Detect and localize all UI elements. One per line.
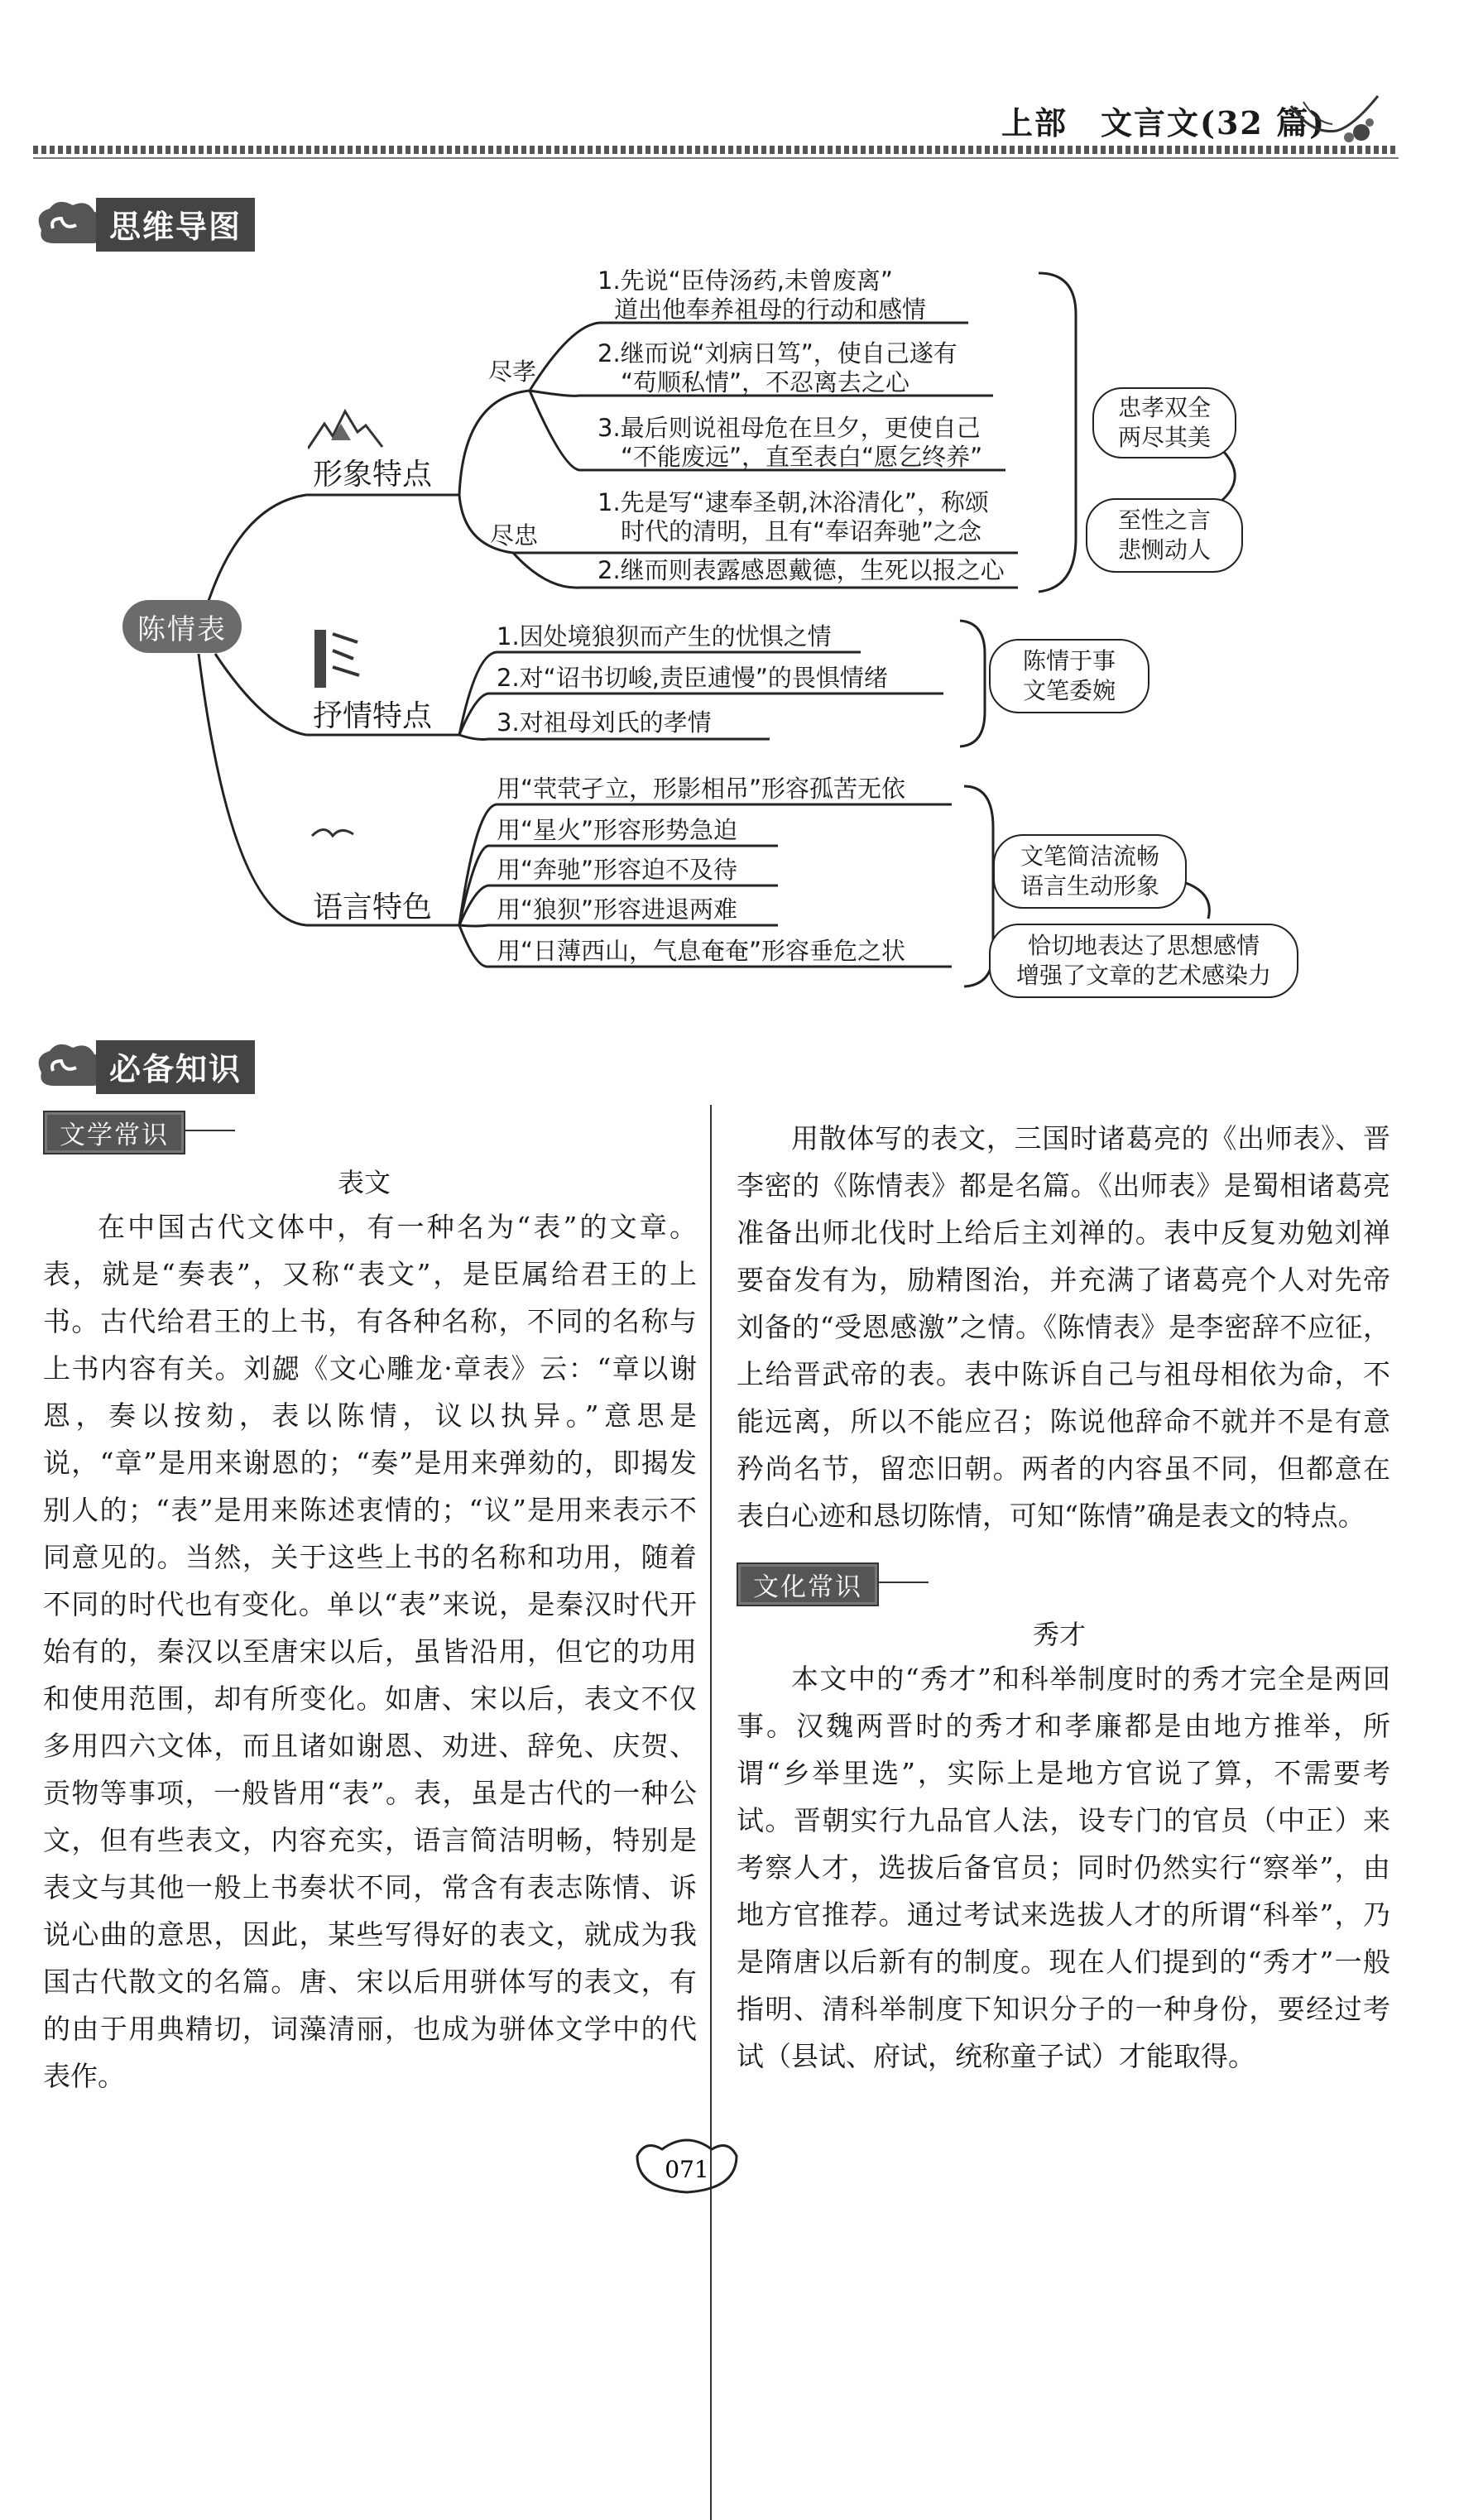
bubble-line: 至性之言 [1117,506,1211,534]
bubble-line: 语言生动形象 [1020,872,1159,900]
tag-tail [185,1130,235,1154]
bubble-line: 增强了文章的艺术感染力 [1015,962,1271,989]
header-title: 上部 文言文(32 篇) [1001,104,1327,142]
bubble-line: 悲恻动人 [1117,536,1211,564]
loyal-item-2: 2.继而则表露感恩戴德，生死以报之心 [598,556,1005,584]
filial-item-2 [598,339,957,397]
bubble-line: 文笔简洁流畅 [1020,842,1159,870]
category-language: 语言特色 [313,890,433,924]
bubble-loyal-filial [1092,387,1236,458]
literature-title: 表文 [337,1167,391,1198]
filial-item-1-line1: 1.先说“臣侍汤药,未曾废离” [598,266,893,295]
page-number-ingot [629,2131,745,2197]
language-item-4: 用“狼狈”形容进退两难 [497,895,738,924]
tag-tail [879,1582,929,1606]
bubble-expressive [989,924,1298,998]
mindmap-center-node: 陈情表 [122,600,242,653]
filial-item-2-line2: “苟顺私情”，不忍离去之心 [621,367,910,396]
literature-left-text: 在中国古代文体中，有一种名为“表”的文章。表，就是“奏表”，又称“表文”，是臣属给君王的上书。古代给君王的上书，有各种名称，不同的名称与上书内容有关。刘勰《文心雕龙·章表》云：“章以谢恩，奏以按劾，表以陈情，议以执异。”意思是说，“章”是用来谢恩的；“奏”是用来弹劾的，即揭发别人的；“表”是用来陈述衷情的；“议”是用来表示不同意见的。当然，关于这些上书的名称和功用，随着不同的时代也有变化。单以“表”来说，是秦汉时代开始有的，秦汉以至唐宋以后，虽皆沿用，但它的功用和使用范围，却有所变化。如唐、宋以后，表文不仅多用四六文体，而且诸如谢恩、劝进、辞免、庆贺、贡物等事项，一般皆用“表”。表，虽是古代的一种公文，但有些表文，内容充实，语言简洁明畅，特别是表文与其他一般上书奏状不同，常含有表志陈情、诉说心曲的意思，因此，某些写得好的表文，就成为我国古代散文的名篇。唐、宋以后用骈体写的表文，有的由于用典精切，词藻清丽，也成为骈体文学中的代表作。 [43,1211,697,2092]
literature-right-paragraph [737,1115,1390,1539]
filial-item-3-line2: “不能废远”，直至表白“愿乞终养” [621,442,983,471]
emotion-item-2: 2.对“诏书切峻,责臣逋慢”的畏惧情绪 [497,664,888,692]
sub-filial: 尽孝 [488,358,537,386]
loyal-item-1-line1: 1.先是写“逮奉圣朝,沐浴清化”，称颂 [598,488,989,516]
bamboo-sketch-icon [308,626,366,692]
mountain-sketch-icon [308,407,399,457]
bird-sketch-icon [308,819,358,852]
loyal-item-1 [598,488,989,546]
section-title: 思维导图 [96,198,255,252]
emotion-item-1: 1.因处境狼狈而产生的忧惧之情 [497,622,832,650]
literature-right-text: 用散体写的表文，三国时诸葛亮的《出师表》、晋李密的《陈情表》都是名篇。《出师表》是蜀相诸葛亮准备出师北伐时上给后主刘禅的。表中反复劝勉刘禅要奋发有为，励精图治，并充满了诸葛亮个人对先帝刘备的“受恩感激”之情。《陈情表》是李密辞不应征，上给晋武帝的表。表中陈诉自己与祖母相依为命，不能远离，所以不能应召；陈说他辞命不就并不是有意矜尚名节，留恋旧朝。两者的内容虽不同，但都意在表白心迹和恳切陈情，可知“陈情”确是表文的特点。 [737,1122,1390,1532]
category-emotion: 抒情特点 [313,699,433,733]
bubble-concise [993,834,1187,909]
language-item-5: 用“日薄西山，气息奄奄”形容垂危之状 [497,937,906,965]
filial-item-2-line1: 2.继而说“刘病日笃”，使自己遂有 [598,339,957,367]
culture-title: 秀才 [1032,1619,1086,1650]
section-title: 必备知识 [96,1040,255,1094]
bubble-line: 恰切地表达了思想感情 [1027,931,1260,959]
filial-item-1 [598,266,926,324]
tag-label: 文化常识 [737,1562,879,1606]
bubble-sincere-words [1086,498,1243,573]
bubble-line: 忠孝双全 [1117,393,1211,421]
bubble-line: 陈情于事 [1022,646,1116,674]
language-item-1: 用“茕茕孑立，形影相吊”形容孤苦无依 [497,775,906,803]
bubble-tactful [989,639,1149,713]
bubble-line: 两尽其美 [1117,424,1211,451]
culture-paragraph [737,1655,1390,2080]
filial-item-3-line1: 3.最后则说祖母危在旦夕，更使自己 [598,414,981,442]
culture-text: 本文中的“秀才”和科举制度时的秀才完全是两回事。汉魏两晋时的秀才和孝廉都是由地方推举，所谓“乡举里选”，实际上是地方官说了算，不需要考试。晋朝实行九品官人法，设专门的官员（中正）来考察人才，选拔后备官员；同时仍然实行“察举”，由地方官推荐。通过考试来选拔人才的所谓“科举”，乃是隋唐以后新有的制度。现在人们提到的“秀才”一般指明、清科举制度下知识分子的一种身份，要经过考试（县试、府试，统称童子试）才能取得。 [737,1663,1390,2072]
language-item-2: 用“星火”形容形势急迫 [497,816,738,844]
section-banner-knowledge [33,1039,255,1094]
tag-culture [737,1564,929,1604]
literature-left-paragraph [43,1203,697,2100]
column-divider [710,1105,712,2520]
emotion-item-3: 3.对祖母刘氏的孝情 [497,708,712,737]
loyal-item-1-line2: 时代的清明，且有“奉诏奔驰”之念 [621,516,982,545]
page-number: 071 [665,2156,709,2183]
tag-label: 文学常识 [43,1111,185,1154]
tag-literature [43,1112,235,1152]
filial-item-1-line2: 道出他奉养祖母的行动和感情 [614,295,927,324]
language-item-3: 用“奔驰”形容迫不及待 [497,856,738,884]
category-image: 形象特点 [313,458,433,492]
sub-loyal: 尽忠 [490,521,539,550]
bubble-line: 文笔委婉 [1022,677,1116,704]
filial-item-3 [598,414,982,472]
